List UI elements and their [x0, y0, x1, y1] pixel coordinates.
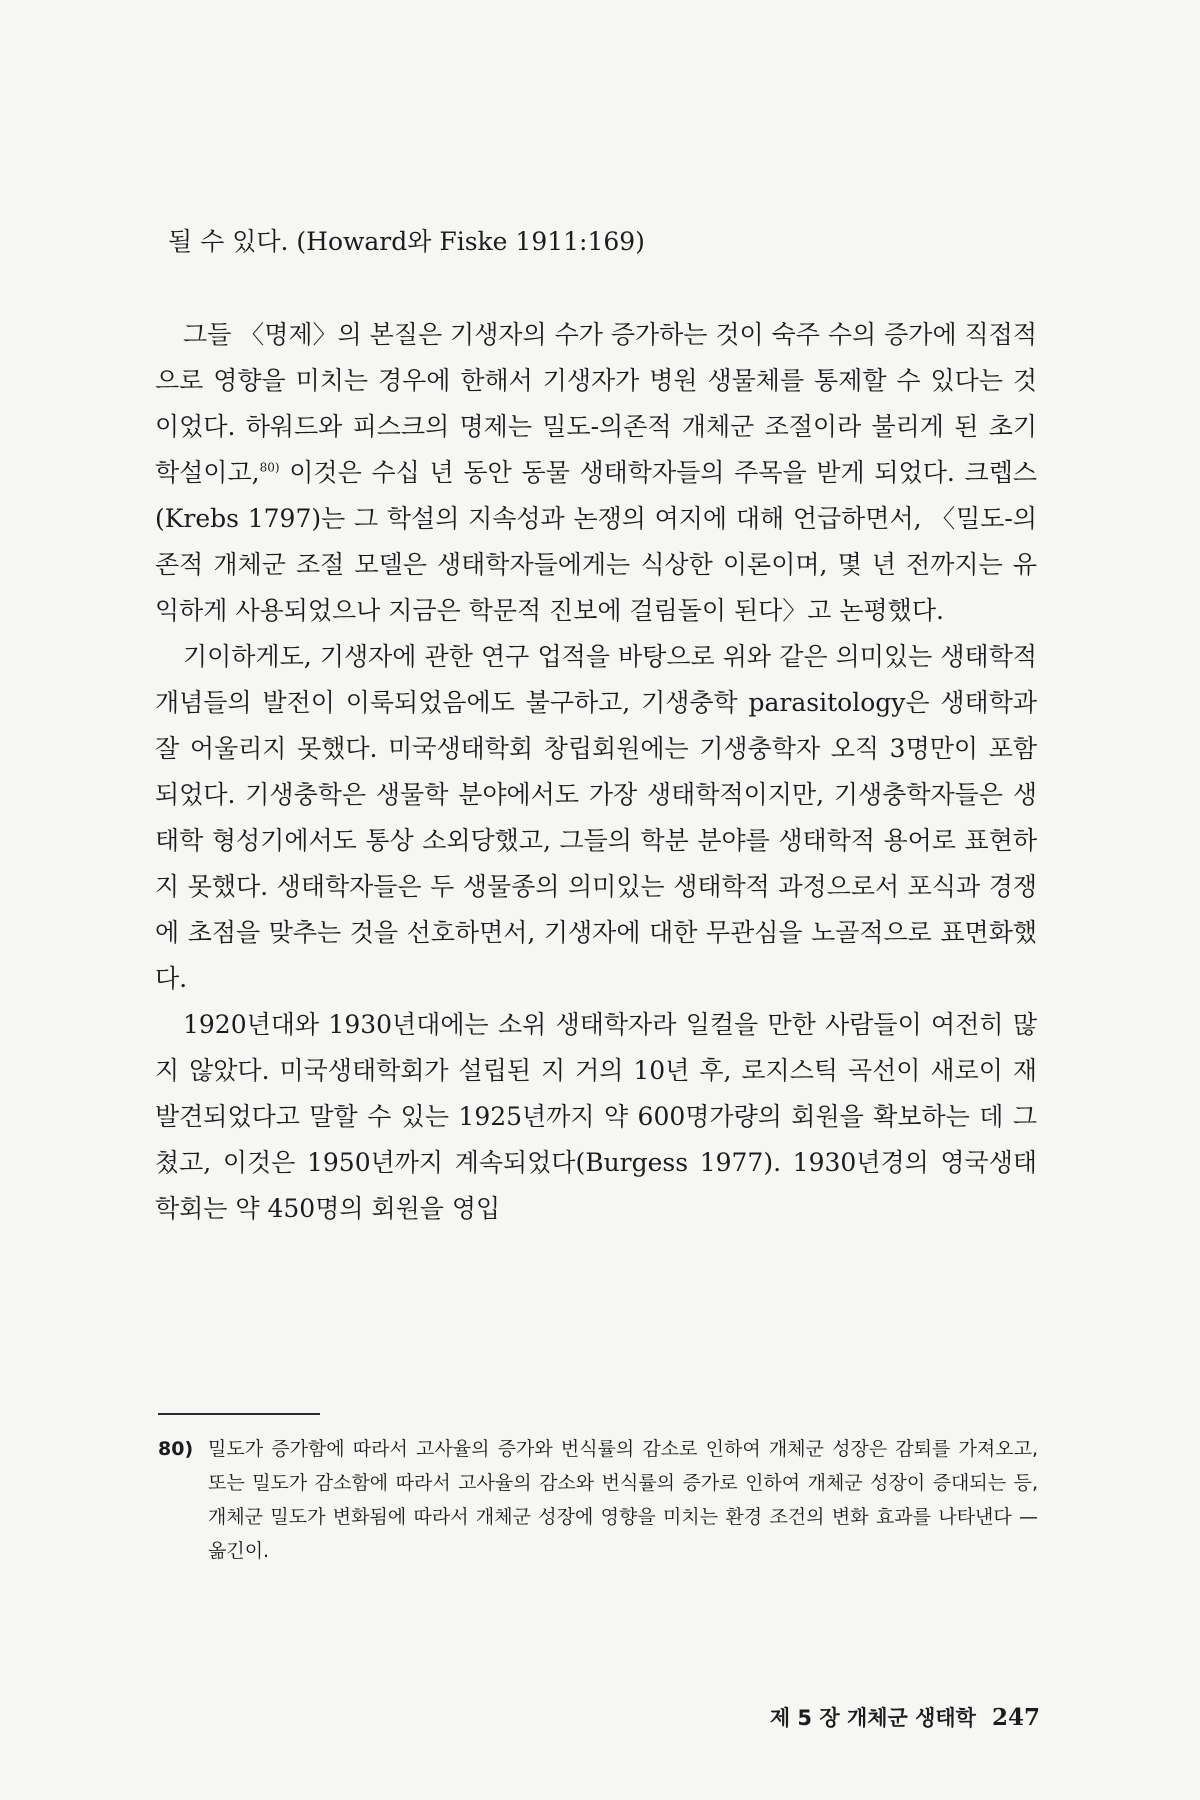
footnote-number: 80) — [158, 1438, 194, 1460]
paragraph-1 — [155, 312, 1037, 634]
running-footer — [770, 1702, 1040, 1732]
chapter-title: 제 5 장 개체군 생태학 — [769, 1706, 976, 1730]
footnote-text: 밀도가 증가함에 따라서 고사율의 증가와 번식률의 감소로 인하여 개체군 성장은 감퇴를 가져오고, 또는 밀도가 감소함에 따라서 고사율의 감소와 번식률의 증가로 인하여 개체군 성장이 증대되는 등, 개체군 밀도가 변화됨에 따라서 개체군 성장에 영향을 미치는 환경 조건의 변화 효과를 나타낸다 — 옮긴이. — [208, 1438, 1038, 1562]
page-number: 247 — [991, 1704, 1040, 1731]
paragraph-3: 1920년대와 1930년대에는 소위 생태학자라 일컬을 만한 사람들이 여전히 많지 않았다. 미국생태학회가 설립된 지 거의 10년 후, 로지스틱 곡선이 새로이 재발견되었다고 말할 수 있는 1925년까지 약 600명가량의 회원을 확보하는 데 그쳤고, 이것은 1950년까지 계속되었다(Burgess 1977). 1930년경의 영국생태학회는 약 450명의 회원을 영입 — [155, 1010, 1037, 1223]
footnote-80 — [158, 1432, 1038, 1568]
footnote-divider — [158, 1413, 320, 1415]
paragraph-2: 기이하게도, 기생자에 관한 연구 업적을 바탕으로 위와 같은 의미있는 생태학적 개념들의 발전이 이룩되었음에도 불구하고, 기생충학 parasitology은 생태학과 잘 어울리지 못했다. 미국생태학회 창립회원에는 기생충학자 오직 3명만이 포함되었다. 기생충학은 생물학 분야에서도 가장 생태학적이지만, 기생충학자들은 생태학 형성기에서도 통상 소외당했고, 그들의 학분 분야를 생태학적 용어로 표현하지 못했다. 생태학자들은 두 생물종의 의미있는 생태학적 과정으로서 포식과 경쟁에 초점을 맞추는 것을 선호하면서, 기생자에 대한 무관심을 노골적으로 표면화했다. — [155, 642, 1037, 993]
body-text — [155, 312, 1037, 1232]
paragraph-1-text-b: 이것은 수십 년 동안 동물 생태학자들의 주목을 받게 되었다. 크렙스(Krebs 1797)는 그 학설의 지속성과 논쟁의 여지에 대해 언급하면서, 〈밀도-의존적 개체군 조절 모델은 생태학자들에게는 식상한 이론이며, 몇 년 전까지는 유익하게 사용되었으나 지금은 학문적 진보에 걸림돌이 된다〉고 논평했다. — [155, 458, 1037, 625]
quote-continuation: 될 수 있다. (Howard와 Fiske 1911:169) — [168, 227, 645, 256]
footnote-reference-80: 80) — [259, 460, 280, 475]
paragraph-1-text-a: 그들 〈명제〉의 본질은 기생자의 수가 증가하는 것이 숙주 수의 증가에 직접적으로 영향을 미치는 경우에 한해서 기생자가 병원 생물체를 통제할 수 있다는 것이었다. 하워드와 피스크의 명제는 밀도-의존적 개체군 조절이라 불리게 된 초기 학설이고, — [155, 320, 1037, 487]
